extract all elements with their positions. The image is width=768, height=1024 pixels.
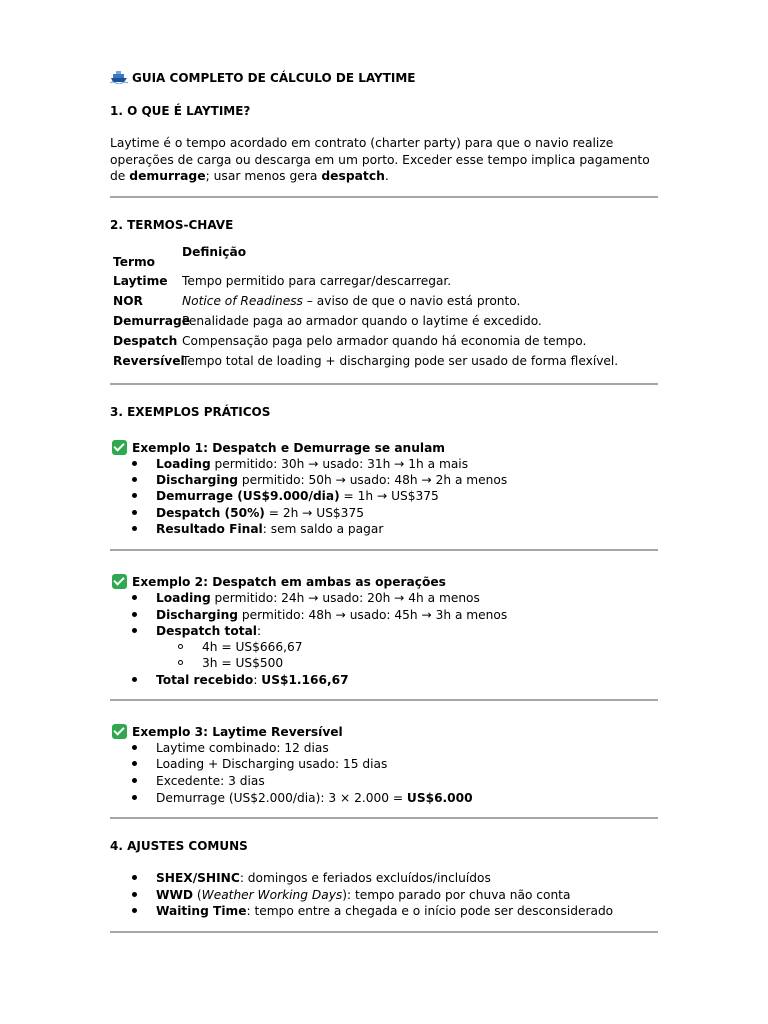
bullet-icon xyxy=(132,595,137,600)
bold-label: Despatch total xyxy=(156,624,257,638)
section-3-heading: 3. EXEMPLOS PRÁTICOS xyxy=(110,405,271,419)
item-text: : domingos e feriados excluídos/incluídos xyxy=(239,871,491,885)
term-cell: NOR xyxy=(113,294,143,308)
term-cell: Laytime xyxy=(113,274,168,288)
bullet-icon xyxy=(132,510,137,515)
definition-cell: Penalidade paga ao armador quando o laytime é excedido. xyxy=(182,314,542,328)
example-3-title xyxy=(112,724,343,740)
bullet-icon xyxy=(132,477,137,482)
item-text: : tempo entre a chegada e o início pode ser desconsiderado xyxy=(246,904,614,918)
bold-label: Resultado Final xyxy=(156,522,263,536)
bullet-icon xyxy=(132,778,137,783)
paragraph-text: . xyxy=(384,169,389,183)
item-text: ( xyxy=(193,888,202,902)
term-cell: Despatch xyxy=(113,334,178,348)
bold-label: WWD xyxy=(156,888,194,902)
item-text: = 2h → US$375 xyxy=(264,506,364,520)
bullet-icon xyxy=(132,612,137,617)
paragraph-text: Laytime é o tempo acordado em contrato (charter party) para que o navio realize operações de carga ou descarga em um porto. Exceder esse tempo implica pagamento de xyxy=(110,136,650,183)
item-text: permitido: 24h → usado: 20h → 4h a menos xyxy=(210,591,480,605)
bold-label: Despatch (50%) xyxy=(156,506,265,520)
definition-cell: Tempo permitido para carregar/descarregar. xyxy=(182,274,452,288)
example-title-text: Exemplo 2: Despatch em ambas as operações xyxy=(132,575,446,589)
bullet-icon xyxy=(132,493,137,498)
bullet-icon xyxy=(132,892,137,897)
divider xyxy=(110,549,658,551)
item-text: : xyxy=(253,673,262,687)
item-text: permitido: 30h → usado: 31h → 1h a mais xyxy=(210,457,469,471)
bold-label: Waiting Time xyxy=(156,904,247,918)
title-text: GUIA COMPLETO DE CÁLCULO DE LAYTIME xyxy=(132,71,416,85)
divider xyxy=(110,383,658,385)
divider xyxy=(110,931,658,933)
demurrage-term: demurrage xyxy=(129,169,206,183)
definition-cell: Tempo total de loading + discharging pode ser usado de forma flexível. xyxy=(182,354,619,368)
item-text: 3h = US$500 xyxy=(202,656,284,670)
bullet-icon xyxy=(132,908,137,913)
item-text: Laytime combinado: 12 dias xyxy=(156,741,329,755)
italic-text: Weather Working Days xyxy=(201,888,343,902)
item-text: Loading + Discharging usado: 15 dias xyxy=(156,757,388,771)
italic-text: Notice of Readiness xyxy=(182,294,303,308)
section-1-heading: 1. O QUE É LAYTIME? xyxy=(110,104,251,118)
paragraph-text: ; usar menos gera xyxy=(205,169,322,183)
bullet-icon xyxy=(132,745,137,750)
definition-text: – aviso de que o navio está pronto. xyxy=(302,294,521,308)
item-text: permitido: 50h → usado: 48h → 2h a menos xyxy=(238,473,508,487)
bullet-icon xyxy=(132,875,137,880)
section-2-heading: 2. TERMOS-CHAVE xyxy=(110,218,234,232)
column-header-definition: Definição xyxy=(182,245,247,259)
check-mark-button-icon xyxy=(112,440,127,455)
bullet-icon xyxy=(132,795,137,800)
term-cell: Reversível xyxy=(113,354,185,368)
item-text: = 1h → US$375 xyxy=(339,489,439,503)
hollow-bullet-icon xyxy=(178,644,183,649)
divider xyxy=(110,196,658,198)
term-cell: Demurrage xyxy=(113,314,190,328)
total-value: US$6.000 xyxy=(406,791,473,805)
section-4-heading: 4. AJUSTES COMUNS xyxy=(110,839,248,853)
item-text: Excedente: 3 dias xyxy=(156,774,265,788)
example-1-title xyxy=(112,440,445,456)
example-title-text: Exemplo 3: Laytime Reversível xyxy=(132,725,343,739)
check-mark-button-icon xyxy=(112,574,127,589)
column-header-term: Termo xyxy=(113,255,156,269)
item-text: permitido: 48h → usado: 45h → 3h a menos xyxy=(238,608,508,622)
divider xyxy=(110,817,658,819)
bold-label: SHEX/SHINC xyxy=(156,871,240,885)
bullet-icon xyxy=(132,461,137,466)
check-mark-button-icon xyxy=(112,724,127,739)
ship-icon xyxy=(110,70,128,84)
document-title xyxy=(110,70,658,86)
bold-label: Total recebido xyxy=(156,673,254,687)
bold-label: Discharging xyxy=(156,473,238,487)
bullet-icon xyxy=(132,526,137,531)
bullet-icon xyxy=(132,677,137,682)
bold-label: Loading xyxy=(156,591,211,605)
section-1-paragraph xyxy=(110,135,658,185)
divider xyxy=(110,699,658,701)
total-value: US$1.166,67 xyxy=(261,673,349,687)
item-text: ): tempo parado por chuva não conta xyxy=(342,888,571,902)
definition-cell xyxy=(182,291,520,311)
item-text: : sem saldo a pagar xyxy=(262,522,384,536)
bold-label: Demurrage (US$9.000/dia) xyxy=(156,489,340,503)
example-2-title xyxy=(112,574,446,590)
item-text: 4h = US$666,67 xyxy=(202,640,303,654)
bullet-icon xyxy=(132,628,137,633)
hollow-bullet-icon xyxy=(178,660,183,665)
bold-label: Loading xyxy=(156,457,211,471)
definition-cell: Compensação paga pelo armador quando há economia de tempo. xyxy=(182,334,587,348)
bold-label: Discharging xyxy=(156,608,238,622)
bullet-icon xyxy=(132,761,137,766)
item-text: Demurrage (US$2.000/dia): 3 × 2.000 = xyxy=(156,791,407,805)
item-text: : xyxy=(256,624,262,638)
despatch-term: despatch xyxy=(321,169,385,183)
example-title-text: Exemplo 1: Despatch e Demurrage se anulam xyxy=(132,441,446,455)
